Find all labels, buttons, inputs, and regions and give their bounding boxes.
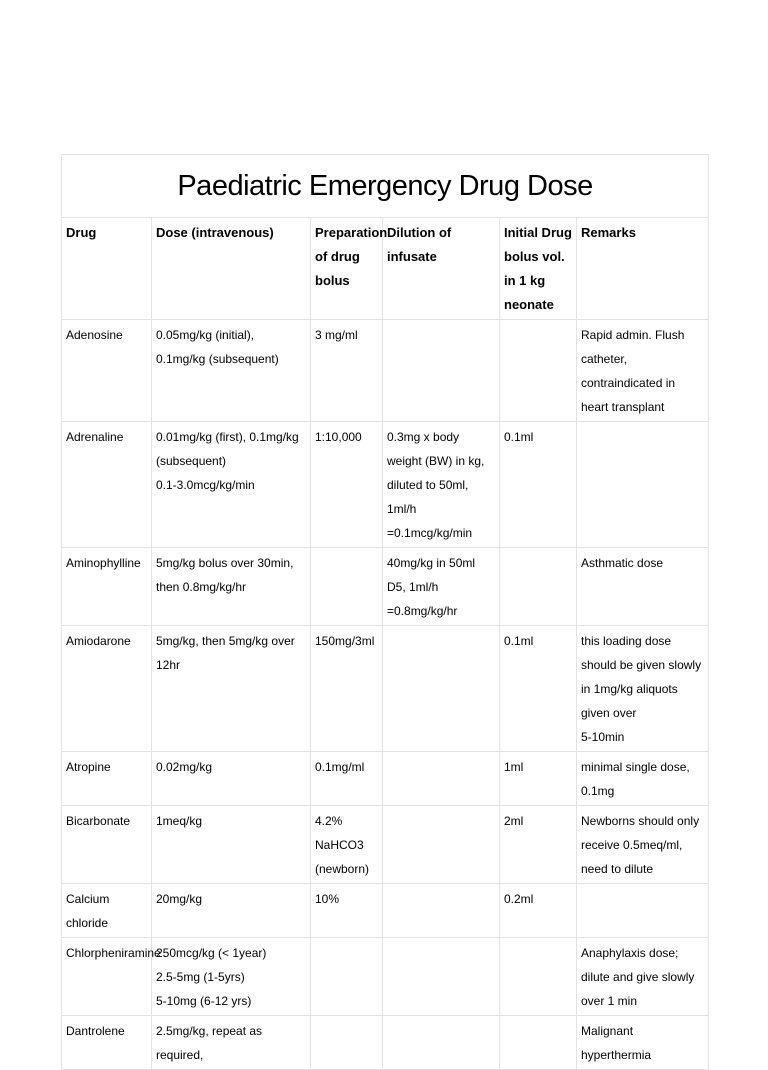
dilution-cell-text: 40mg/kg in 50ml D5, 1ml/h =0.8mg/kg/hr	[387, 556, 476, 618]
bolus-volume-cell	[500, 626, 577, 752]
table-row	[62, 422, 709, 548]
column-header-remarks: Remarks	[577, 218, 709, 320]
dose-cell	[152, 806, 311, 884]
table-row	[62, 884, 709, 938]
drug-dose-table	[61, 154, 709, 1070]
dilution-cell	[383, 626, 500, 752]
preparation-cell-text: 3 mg/ml	[315, 328, 358, 342]
remarks-cell-text: minimal single dose, 0.1mg	[581, 760, 690, 798]
dose-cell-text: 0.01mg/kg (first), 0.1mg/kg (subsequent) 0.1-3.0mcg/kg/min	[156, 430, 299, 492]
dose-cell-text: 0.05mg/kg (initial), 0.1mg/kg (subsequent)	[156, 328, 279, 366]
dose-cell-text: 1meq/kg	[156, 814, 203, 828]
bolus-volume-cell	[500, 320, 577, 422]
drug-cell-text: Calcium chloride	[66, 892, 110, 930]
drug-cell-text: Amiodarone	[66, 634, 131, 648]
drug-cell	[62, 806, 152, 884]
table-row	[62, 548, 709, 626]
dose-cell-text: 0.02mg/kg	[156, 760, 213, 774]
bolus-volume-cell-text: 0.1ml	[504, 430, 534, 444]
dilution-cell	[383, 752, 500, 806]
preparation-cell	[311, 1016, 383, 1070]
remarks-cell	[577, 626, 709, 752]
remarks-cell	[577, 548, 709, 626]
dose-cell	[152, 626, 311, 752]
remarks-cell	[577, 806, 709, 884]
table-row	[62, 938, 709, 1016]
remarks-cell	[577, 752, 709, 806]
preparation-cell	[311, 884, 383, 938]
preparation-cell-text: 0.1mg/ml	[315, 760, 365, 774]
bolus-volume-cell	[500, 752, 577, 806]
column-header-drug: Drug	[62, 218, 152, 320]
dose-cell-text: 20mg/kg	[156, 892, 203, 906]
bolus-volume-cell	[500, 884, 577, 938]
dilution-cell	[383, 1016, 500, 1070]
drug-cell-text: Adrenaline	[66, 430, 124, 444]
preparation-cell	[311, 752, 383, 806]
bolus-volume-cell-text: 0.2ml	[504, 892, 534, 906]
preparation-cell-text: 4.2% NaHCO3 (newborn)	[315, 814, 370, 876]
remarks-cell	[577, 422, 709, 548]
drug-cell	[62, 548, 152, 626]
title-row	[62, 155, 709, 218]
drug-cell	[62, 320, 152, 422]
dose-cell-text: 5mg/kg, then 5mg/kg over 12hr	[156, 634, 295, 672]
table-row	[62, 1016, 709, 1070]
remarks-cell	[577, 1016, 709, 1070]
drug-cell-text: Aminophylline	[66, 556, 141, 570]
column-header-bolus-volume: Initial Drug bolus vol. in 1 kg neonate	[500, 218, 577, 320]
remarks-cell	[577, 320, 709, 422]
table-row	[62, 320, 709, 422]
column-header-dose: Dose (intravenous)	[152, 218, 311, 320]
preparation-cell-text: 150mg/3ml	[315, 634, 375, 648]
dose-cell	[152, 548, 311, 626]
bolus-volume-cell	[500, 938, 577, 1016]
dilution-cell	[383, 806, 500, 884]
dose-cell	[152, 320, 311, 422]
drug-cell-text: Dantrolene	[66, 1024, 125, 1038]
dilution-cell	[383, 938, 500, 1016]
bolus-volume-cell	[500, 422, 577, 548]
remarks-cell-text: Asthmatic dose	[581, 556, 664, 570]
remarks-cell	[577, 938, 709, 1016]
dilution-cell	[383, 548, 500, 626]
table-row	[62, 626, 709, 752]
preparation-cell-text: 1:10,000	[315, 430, 362, 444]
dose-cell	[152, 884, 311, 938]
bolus-volume-cell-text: 2ml	[504, 814, 524, 828]
preparation-cell-text: 10%	[315, 892, 340, 906]
preparation-cell	[311, 938, 383, 1016]
page-title: Paediatric Emergency Drug Dose	[62, 155, 709, 218]
preparation-cell	[311, 422, 383, 548]
header-row	[62, 218, 709, 320]
bolus-volume-cell	[500, 548, 577, 626]
dilution-cell	[383, 320, 500, 422]
dose-cell-text: 250mcg/kg (< 1year) 2.5-5mg (1-5yrs) 5-10mg (6-12 yrs)	[156, 946, 267, 1008]
bolus-volume-cell	[500, 806, 577, 884]
drug-cell	[62, 1016, 152, 1070]
drug-cell-text: Adenosine	[66, 328, 123, 342]
drug-cell-text: Bicarbonate	[66, 814, 131, 828]
remarks-cell-text: Rapid admin. Flush catheter, contraindicated in heart transplant	[581, 328, 685, 414]
drug-cell	[62, 938, 161, 1016]
preparation-cell	[311, 626, 383, 752]
bolus-volume-cell	[500, 1016, 577, 1070]
column-header-dilution: Dilution of infusate	[383, 218, 500, 320]
table-row	[62, 752, 709, 806]
dilution-cell-text: 0.3mg x body weight (BW) in kg, diluted to 50ml, 1ml/h =0.1mcg/kg/min	[387, 430, 485, 540]
remarks-cell	[577, 884, 709, 938]
bolus-volume-cell-text: 0.1ml	[504, 634, 534, 648]
remarks-cell-text: Anaphylaxis dose; dilute and give slowly over 1 min	[581, 946, 695, 1008]
drug-cell-text: Atropine	[66, 760, 111, 774]
remarks-cell-text: this loading dose should be given slowly in 1mg/kg aliquots given over 5-10min	[581, 634, 702, 744]
drug-cell-text: Chlorpheniramine	[66, 946, 161, 960]
dose-cell	[152, 938, 311, 1016]
preparation-cell	[311, 548, 383, 626]
drug-cell	[62, 752, 152, 806]
remarks-cell-text: Malignant hyperthermia	[581, 1024, 652, 1062]
drug-cell	[62, 626, 152, 752]
dose-cell	[152, 752, 311, 806]
dose-cell	[152, 1016, 311, 1070]
remarks-cell-text: Newborns should only receive 0.5meq/ml, need to dilute	[581, 814, 700, 876]
table-row	[62, 806, 709, 884]
dilution-cell	[383, 884, 500, 938]
preparation-cell	[311, 320, 383, 422]
dilution-cell	[383, 422, 500, 548]
dose-cell	[152, 422, 311, 548]
preparation-cell	[311, 806, 383, 884]
dose-cell-text: 5mg/kg bolus over 30min, then 0.8mg/kg/hr	[156, 556, 294, 594]
column-header-preparation: Preparation of drug bolus	[311, 218, 383, 320]
drug-cell	[62, 422, 152, 548]
dose-cell-text: 2.5mg/kg, repeat as required,	[156, 1024, 263, 1062]
table-body	[62, 320, 709, 1070]
drug-cell	[62, 884, 152, 938]
bolus-volume-cell-text: 1ml	[504, 760, 524, 774]
